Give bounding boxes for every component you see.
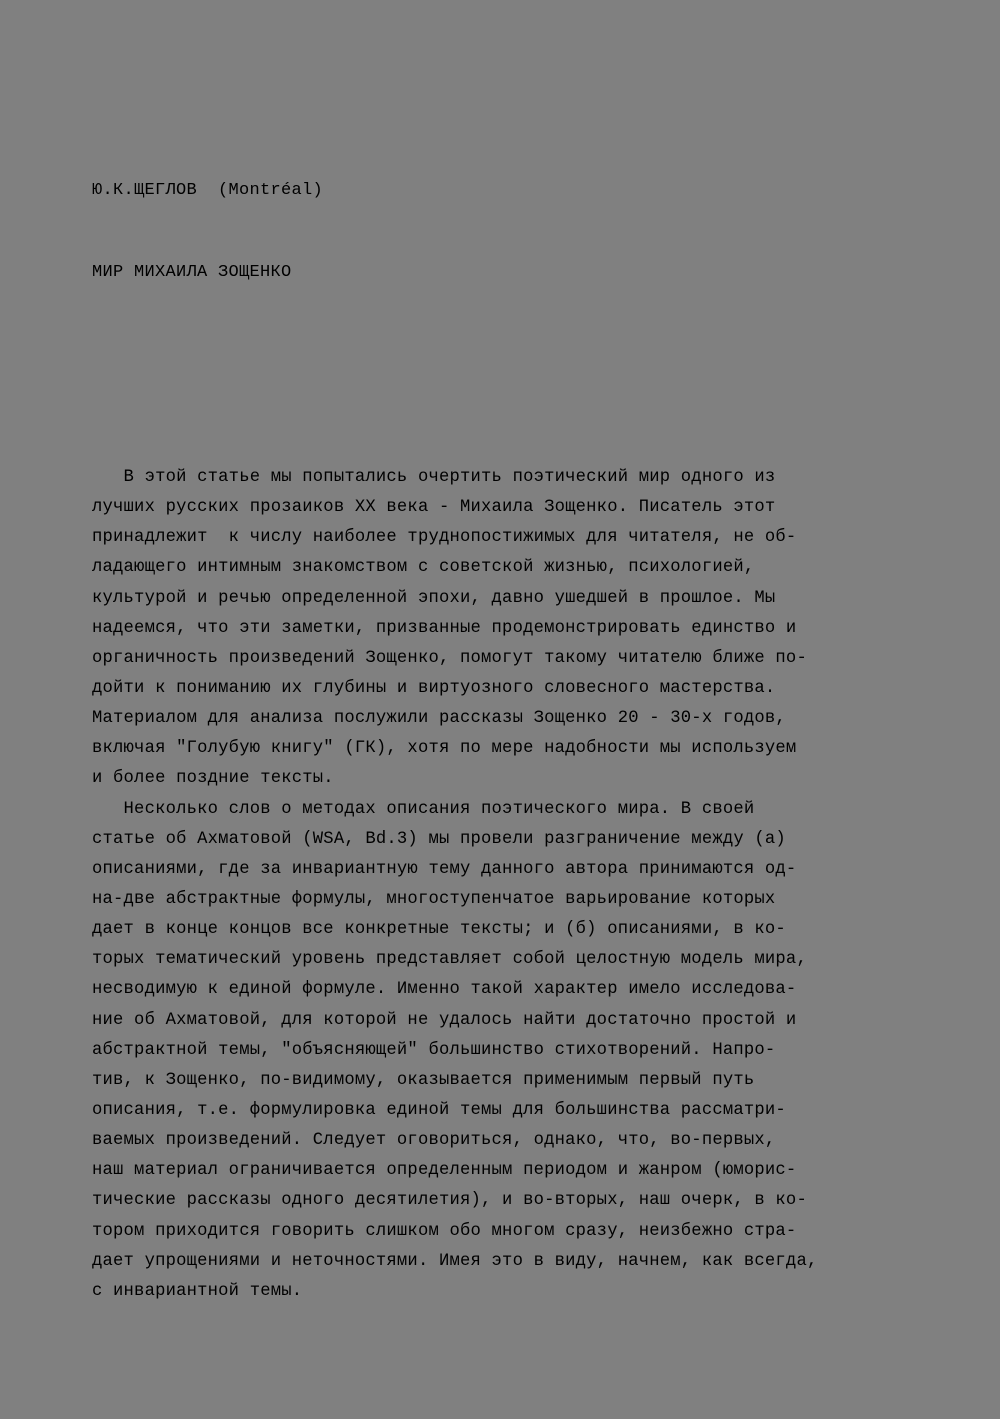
text-line: абстрактной темы, "объясняющей" большинство стихотворений. Напро- <box>92 1040 776 1060</box>
author-line <box>92 181 323 200</box>
text-line: лучших русских прозаиков XX века - Михаила Зощенко. Писатель этот <box>92 498 776 518</box>
text-line: принадлежит к числу наиболее труднопостижимых для читателя, не об- <box>92 528 797 548</box>
text-line: тические рассказы одного десятилетия), и во-вторых, наш очерк, в ко- <box>92 1191 807 1211</box>
text-line: описаниями, где за инвариантную тему данного автора принимаются од- <box>92 859 797 879</box>
text-line: включая "Голубую книгу" (ГК), хотя по мере надобности мы используем <box>92 739 797 759</box>
author-affiliation: (Montréal) <box>218 181 324 200</box>
text-line: тором приходится говорить слишком обо многом сразу, неизбежно стра- <box>92 1221 797 1241</box>
text-line: дает в конце концов все конкретные тексты; и (б) описаниями, в ко- <box>92 920 786 940</box>
text-line: культурой и речью определенной эпохи, давно ушедшей в прошлое. Мы <box>92 588 776 608</box>
text-line: дойти к пониманию их глубины и виртуозного словесного мастерства. <box>92 678 776 698</box>
text-line: В этой статье мы попытались очертить поэтический мир одного из <box>92 468 776 487</box>
text-line: на-две абстрактные формулы, многоступенчатое варьирование которых <box>92 889 776 909</box>
text-line: описания, т.е. формулировка единой темы для большинства рассматри- <box>92 1100 786 1120</box>
author-name: Ю.К.ЩЕГЛОВ <box>92 181 198 200</box>
text-line: ние об Ахматовой, для которой не удалось найти достаточно простой и <box>92 1010 797 1030</box>
text-line: ладающего интимным знакомством с советской жизнью, психологией, <box>92 558 755 578</box>
text-line: органичность произведений Зощенко, помогут такому читателю ближе по- <box>92 648 807 668</box>
text-line: тив, к Зощенко, по-видимому, оказывается применимым первый путь <box>92 1070 755 1090</box>
text-line: торых тематический уровень представляет собой целостную модель мира, <box>92 950 807 970</box>
text-line: Материалом для анализа послужили рассказы Зощенко 20 - 30-х годов, <box>92 709 786 729</box>
text-line: несводимую к единой формуле. Именно такой характер имело исследова- <box>92 980 797 1000</box>
text-line: дает упрощениями и неточностями. Имея это в виду, начнем, как всегда, <box>92 1251 818 1271</box>
article-title: МИР МИХАИЛА ЗОЩЕНКО <box>92 263 292 282</box>
text-line: надеемся, что эти заметки, призванные продемонстрировать единство и <box>92 618 797 638</box>
text-line: с инвариантной темы. <box>92 1281 303 1301</box>
text-line: статье об Ахматовой (WSA, Bd.3) мы провели разграничение между (а) <box>92 829 786 849</box>
text-line: наш материал ограничивается определенным периодом и жанром (юморис- <box>92 1161 797 1181</box>
text-line: и более поздние тексты. <box>92 769 334 789</box>
text-line: ваемых произведений. Следует оговориться, однако, что, во-первых, <box>92 1131 776 1151</box>
body-text <box>92 463 932 1307</box>
text-line: Несколько слов о методах описания поэтического мира. В своей <box>92 799 755 819</box>
